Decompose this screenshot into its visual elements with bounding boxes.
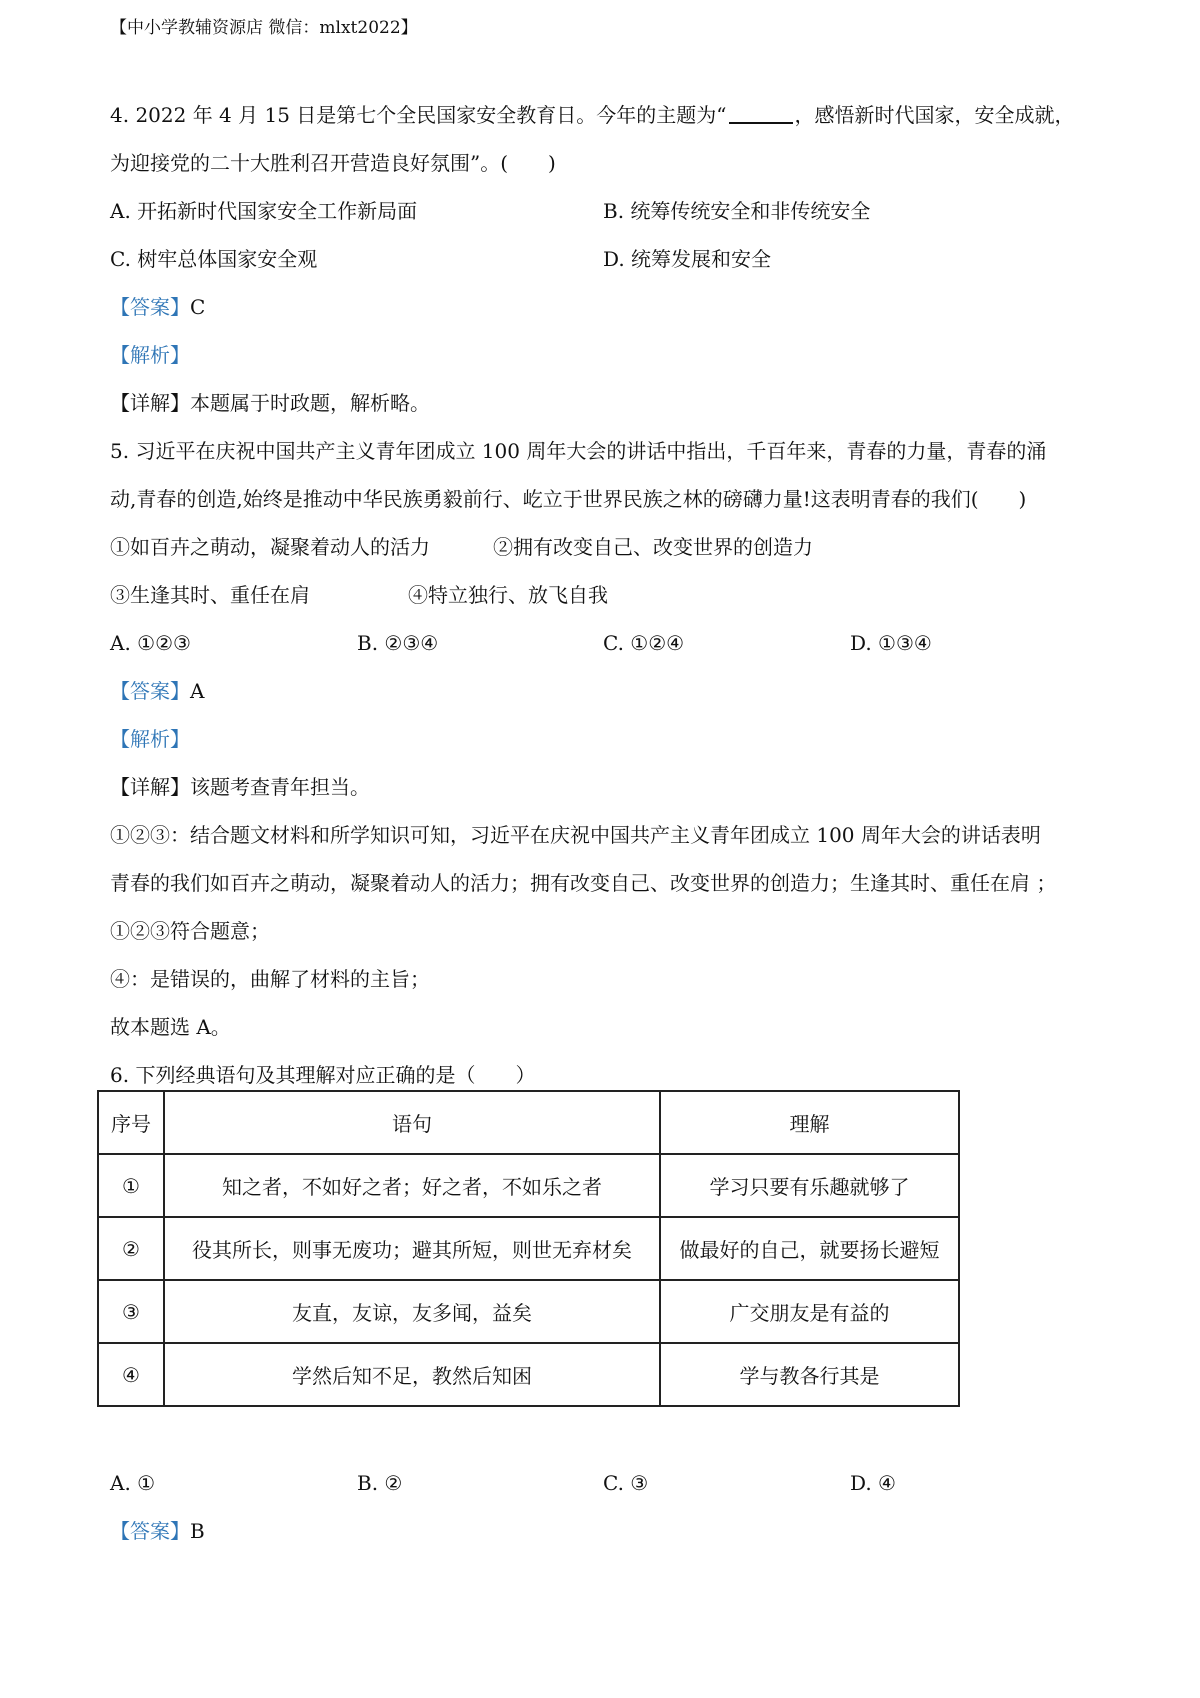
table-row [98, 1217, 959, 1280]
table-row [98, 1154, 959, 1217]
q4-stem-line1: 4. 2022 年 4 月 15 日是第七个全民国家安全教育日。今年的主题为“ ，感悟新时代国家，安全成就， [110, 103, 1075, 127]
q4-option-b: B. 统筹传统安全和非传统安全 [603, 199, 871, 223]
row-understanding: 做最好的自己，就要扬长避短 [660, 1217, 959, 1280]
q6-answer: 【答案】B [110, 1519, 205, 1543]
q5-option-d: D. ①③④ [850, 631, 932, 655]
q4-stem-line2: 为迎接党的二十大胜利召开营造良好氛围”。( ) [110, 151, 556, 175]
q6-option-c: C. ③ [603, 1471, 649, 1495]
row-understanding: 广交朋友是有益的 [660, 1280, 959, 1343]
q5-item-3: ③生逢其时、重任在肩 [110, 583, 310, 607]
row-seq: ④ [98, 1343, 164, 1406]
q5-option-c: C. ①②④ [603, 631, 685, 655]
q4-analysis-tag: 【解析】 [110, 343, 190, 367]
row-seq: ③ [98, 1280, 164, 1343]
q5-option-b: B. ②③④ [357, 631, 439, 655]
quote-table [97, 1090, 960, 1407]
q5-item-4: ④特立独行、放飞自我 [408, 583, 608, 607]
row-sentence: 知之者，不如好之者；好之者，不如乐之者 [164, 1154, 660, 1217]
header-understanding: 理解 [660, 1091, 959, 1154]
q4-option-c: C. 树牢总体国家安全观 [110, 247, 318, 271]
q6-stem: 6. 下列经典语句及其理解对应正确的是（ ） [110, 1063, 536, 1087]
q4-blank [729, 106, 793, 124]
q4-detail: 【详解】本题属于时政题，解析略。 [110, 391, 430, 415]
q5-detail-3: 青春的我们如百卉之萌动，凝聚着动人的活力；拥有改变自己、改变世界的创造力；生逢其时、重任在肩 ； [110, 871, 1057, 895]
row-seq: ① [98, 1154, 164, 1217]
header-seq: 序号 [98, 1091, 164, 1154]
row-sentence: 友直，友谅，友多闻，益矣 [164, 1280, 660, 1343]
table-row [98, 1343, 959, 1406]
header-sentence: 语句 [164, 1091, 660, 1154]
q4-option-d: D. 统筹发展和安全 [603, 247, 772, 271]
q6-option-b: B. ② [357, 1471, 403, 1495]
q5-item-1: ①如百卉之萌动，凝聚着动人的活力 [110, 535, 430, 559]
row-understanding: 学与教各行其是 [660, 1343, 959, 1406]
q5-detail-5: ④：是错误的，曲解了材料的主旨； [110, 967, 430, 991]
q5-analysis-tag: 【解析】 [110, 727, 190, 751]
q5-item-2: ②拥有改变自己、改变世界的创造力 [493, 535, 813, 559]
q6-option-a: A. ① [110, 1471, 156, 1495]
q4-answer: 【答案】C [110, 295, 206, 319]
q5-option-a: A. ①②③ [110, 631, 191, 655]
q5-stem-line2: 动,青春的创造,始终是推动中华民族勇毅前行、屹立于世界民族之林的磅礴力量!这表明青春的我们( ) [110, 487, 1027, 511]
row-sentence: 役其所长，则事无废功；避其所短，则世无弃材矣 [164, 1217, 660, 1280]
row-seq: ② [98, 1217, 164, 1280]
q5-stem-line1: 5. 习近平在庆祝中国共产主义青年团成立 100 周年大会的讲话中指出，千百年来，青春的力量，青春的涌 [110, 439, 1047, 463]
row-understanding: 学习只要有乐趣就够了 [660, 1154, 959, 1217]
q5-answer: 【答案】A [110, 679, 205, 703]
q5-detail-6: 故本题选 A。 [110, 1015, 231, 1039]
q5-detail-1: 【详解】该题考查青年担当。 [110, 775, 370, 799]
q5-detail-2: ①②③：结合题文材料和所学知识可知，习近平在庆祝中国共产主义青年团成立 100 周年大会的讲话表明 [110, 823, 1041, 847]
table-header-row [98, 1091, 959, 1154]
table-row [98, 1280, 959, 1343]
q4-option-a: A. 开拓新时代国家安全工作新局面 [110, 199, 418, 223]
row-sentence: 学然后知不足，教然后知困 [164, 1343, 660, 1406]
q6-option-d: D. ④ [850, 1471, 896, 1495]
page-header: 【中小学教辅资源店 微信：mlxt2022】 [110, 18, 418, 38]
q5-detail-4: ①②③符合题意； [110, 919, 270, 943]
